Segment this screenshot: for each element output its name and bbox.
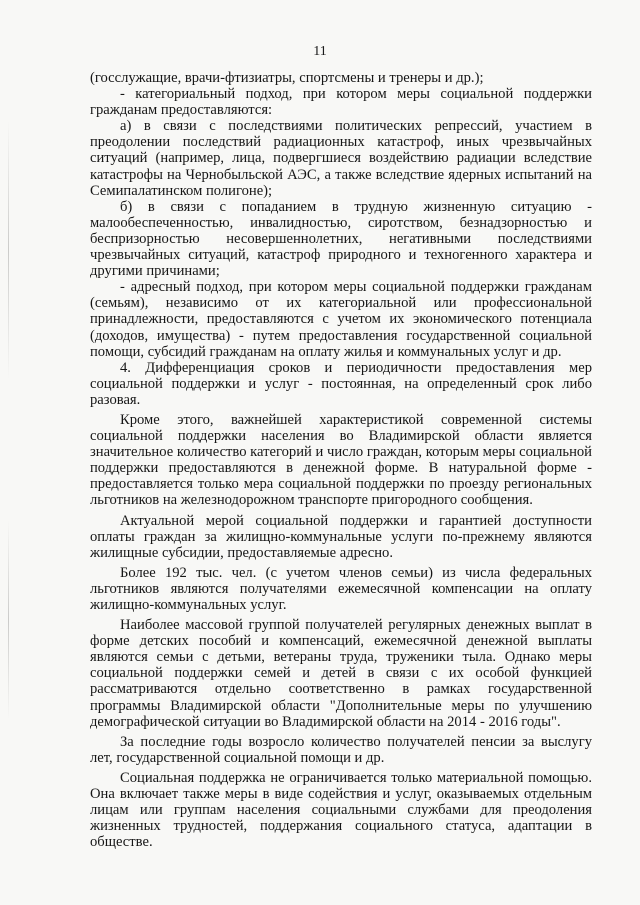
- page-number: 11: [313, 44, 327, 59]
- scan-artifact: [8, 520, 9, 720]
- paragraph: Более 192 тыс. чел. (с учетом членов семьи) из числа федеральных льготников являются получателями ежемесячной компенсации на оплату жилищно-коммунальных услуг.: [90, 564, 592, 613]
- paragraph: - категориальный подход, при котором меры социальной поддержки гражданам предоставляются:: [90, 86, 592, 119]
- paragraph: Кроме этого, важнейшей характеристикой современной системы социальной поддержки населения во Владимирской области является значительное количество категорий и число граждан, которым меры социальной поддержки предоставляются в денежной форме. В натуральной форме - предоставляется только мера социальной поддержки по проезду региональных льготников на железнодорожном транспорте пригородного сообщения.: [90, 411, 592, 509]
- paragraph: За последние годы возросло количество получателей пенсии за выслугу лет, государственной социальной помощи и др.: [90, 733, 592, 766]
- paragraph: Наиболее массовой группой получателей регулярных денежных выплат в форме детских пособий и компенсаций, ежемесячной денежной выплаты являются семьи с детьми, ветераны труда, труженики тыла. Однако меры социальной поддержки семей и детей в связи с их особой функцией рассматриваются отдельно соответственно в рамках государственной программы Владимирской области "Дополнительные меры по улучшению демографической ситуации во Владимирской области на 2014 - 2016 годы".: [90, 617, 592, 730]
- scan-artifact: [8, 120, 9, 380]
- paragraph: б) в связи с попаданием в трудную жизненную ситуацию - малообеспеченностью, инвалидностью, сиротством, безнадзорностью и беспризорностью несовершеннолетних, негативными последствиями чрезвычайных ситуаций, катастроф природного и техногенного характера и другими причинами;: [90, 198, 592, 280]
- paragraph: Социальная поддержка не ограничивается только материальной помощью. Она включает также меры в виде содействия и услуг, оказываемых отдельным лицам или группам населения социальными службами для преодоления жизненных трудностей, поддержания социального статуса, адаптации в обществе.: [90, 769, 592, 851]
- paragraph: 4. Дифференциация сроков и периодичности предоставления мер социальной поддержки и услуг - постоянная, на определенный срок либо разовая.: [90, 359, 592, 408]
- paragraph: Актуальной мерой социальной поддержки и гарантией доступности оплаты граждан за жилищно-коммунальные услуги по-прежнему являются жилищные субсидии, предоставляемые адресно.: [90, 512, 592, 561]
- document-body: [90, 70, 592, 850]
- paragraph: (госслужащие, врачи-фтизиатры, спортсмены и тренеры и др.);: [90, 70, 484, 86]
- paragraph: а) в связи с последствиями политических репрессий, участием в преодолении последствий радиационных катастроф, иных чрезвычайных ситуаций (например, лица, подвергшиеся воздействию радиации вследствие катастрофы на Чернобыльской АЭС, а также вследствие ядерных испытаний на Семипалатинском полигоне);: [90, 118, 592, 199]
- paragraph: - адресный подход, при котором меры социальной поддержки гражданам (семьям), независимо от их категориальной или профессиональной принадлежности, предоставляются с учетом их экономического потенциала (доходов, имущества) - путем предоставления государственной социальной помощи, субсидий гражданам на оплату жилья и коммунальных услуг и др.: [90, 279, 592, 360]
